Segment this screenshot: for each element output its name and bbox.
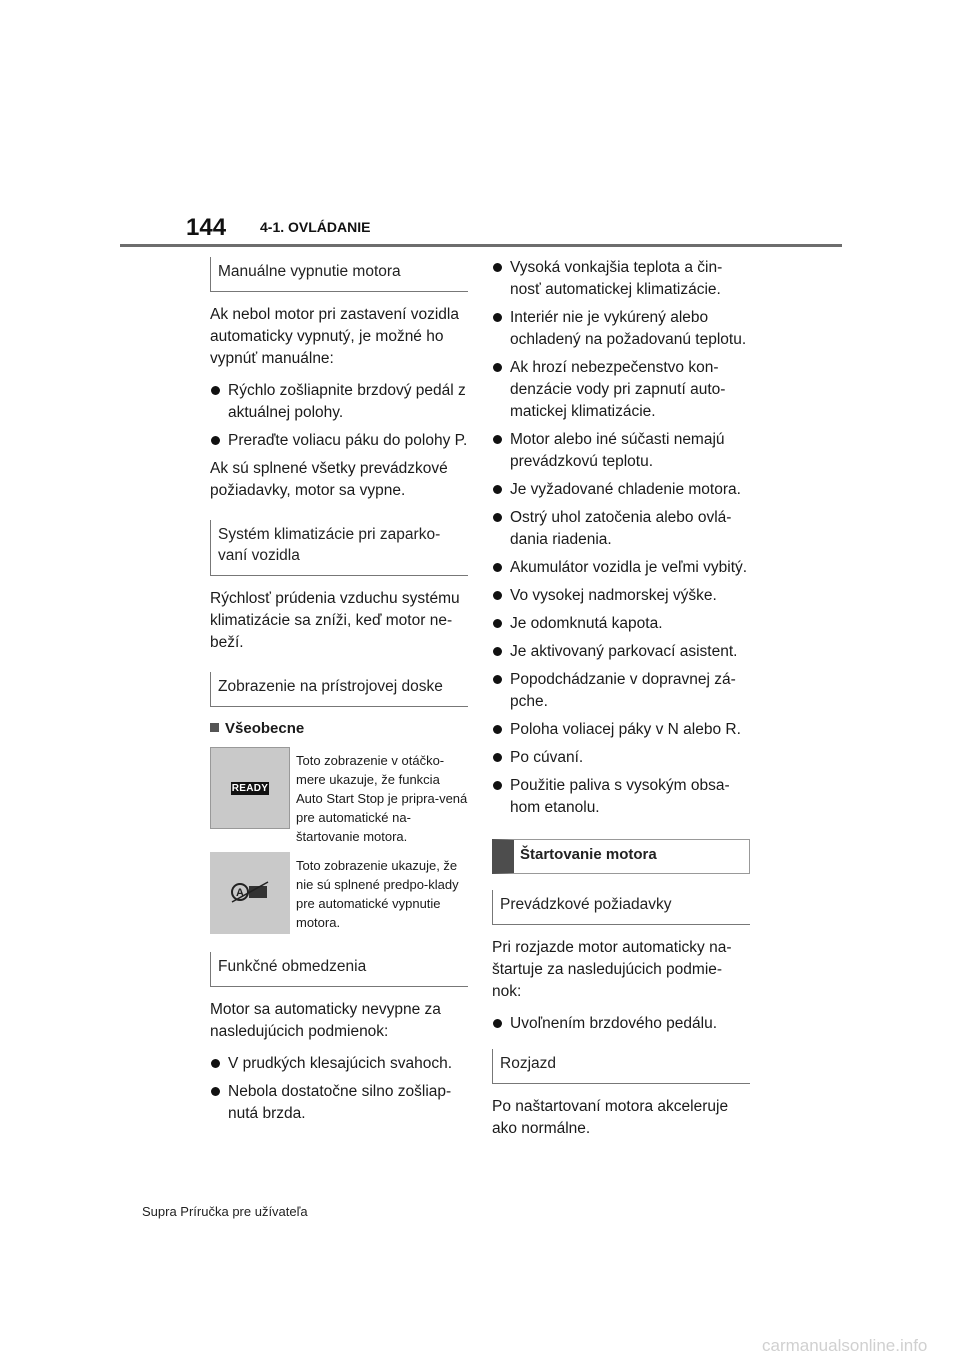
paragraph: Rýchlosť prúdenia vzduchu systému klimatizácie sa zníži, keď motor ne-beží. — [210, 590, 460, 651]
heading-manual-stop: Manuálne vypnutie motora — [210, 257, 468, 292]
heading-engine-start: Štartovanie motora — [492, 839, 750, 874]
heading-climate: Systém klimatizácie pri zaparko-vaní vozidla — [210, 520, 468, 576]
ready-indicator-image — [210, 747, 290, 829]
paragraph: Motor sa automaticky nevypne za nasledujúcich podmienok: — [210, 1001, 441, 1040]
list-item: Ostrý uhol zatočenia alebo ovlá-dania riadenia. — [492, 507, 750, 551]
auto-start-stop-crossed-icon — [230, 880, 270, 904]
svg-text:A: A — [236, 887, 244, 899]
heading-limits: Funkčné obmedzenia — [210, 952, 468, 987]
right-column — [492, 257, 750, 1150]
auto-start-stop-off-image — [210, 852, 290, 934]
paragraph: Pri rozjazde motor automaticky na-štartuje za nasledujúcich podmie-nok: — [492, 939, 732, 1000]
footer-text: Supra Príručka pre užívateľa — [142, 1204, 308, 1219]
list-item: Ak hrozí nebezpečenstvo kon-denzácie vody pri zapnutí auto-matickej klimatizácie. — [492, 357, 750, 423]
list-item: Interiér nie je vykúrený alebo ochladený na požadovanú teplotu. — [492, 307, 750, 351]
page-header — [0, 0, 960, 250]
list-item: Rýchlo zošliapnite brzdový pedál z aktuálnej polohy. — [210, 380, 468, 424]
list-item: Uvoľnením brzdového pedálu. — [492, 1013, 750, 1035]
list-item: Je vyžadované chladenie motora. — [492, 479, 750, 501]
list-item: Vysoká vonkajšia teplota a čin-nosť automatickej klimatizácie. — [492, 257, 750, 301]
list-item: Je aktivovaný parkovací asistent. — [492, 641, 750, 663]
heading-requirements: Prevádzkové požiadavky — [492, 890, 750, 925]
square-bullet-icon — [210, 723, 219, 732]
left-column — [210, 257, 468, 1131]
page-number: 144 — [186, 214, 227, 241]
watermark: carmanualsonline.info — [762, 1336, 928, 1355]
list-item: Vo vysokej nadmorskej výške. — [492, 585, 750, 607]
list-item: Preraďte voliacu páku do polohy P. — [210, 430, 468, 452]
section-title: 4-1. OVLÁDANIE — [260, 219, 371, 235]
paragraph: Ak sú splnené všetky prevádzkové požiadavky, motor sa vypne. — [210, 460, 448, 499]
display-caption: Toto zobrazenie ukazuje, že nie sú splnené predpo-klady pre automatické vypnutie motora. — [296, 858, 459, 930]
list-item: Použitie paliva s vysokým obsa-hom etanolu. — [492, 775, 750, 819]
list-item: Motor alebo iné súčasti nemajú prevádzkovú teplotu. — [492, 429, 750, 473]
list-item: Je odomknutá kapota. — [492, 613, 750, 635]
subheading: Všeobecne — [210, 719, 468, 739]
ready-label: READY — [231, 783, 269, 794]
display-caption: Toto zobrazenie v otáčko-mere ukazuje, že funkcia Auto Start Stop je pripra-vená pre automatické na-štartovanie motora. — [296, 753, 468, 844]
heading-drive-off: Rozjazd — [492, 1049, 750, 1084]
display-unavailable — [210, 852, 468, 934]
list-item: Nebola dostatočne silno zošliap-nutá brzda. — [210, 1081, 468, 1125]
list-item: Popodchádzanie v dopravnej zá-pche. — [492, 669, 750, 713]
paragraph: Ak nebol motor pri zastavení vozidla automaticky vypnutý, je možné ho vypnúť manuálne: — [210, 306, 459, 367]
list-item: Poloha voliacej páky v N alebo R. — [492, 719, 750, 741]
list-item: Po cúvaní. — [492, 747, 750, 769]
list-item: Akumulátor vozidla je veľmi vybitý. — [492, 557, 750, 579]
heading-display: Zobrazenie na prístrojovej doske — [210, 672, 468, 707]
list-item: V prudkých klesajúcich svahoch. — [210, 1053, 468, 1075]
display-ready — [210, 747, 468, 846]
header-rule — [120, 244, 842, 247]
paragraph: Po naštartovaní motora akceleruje ako normálne. — [492, 1098, 729, 1137]
